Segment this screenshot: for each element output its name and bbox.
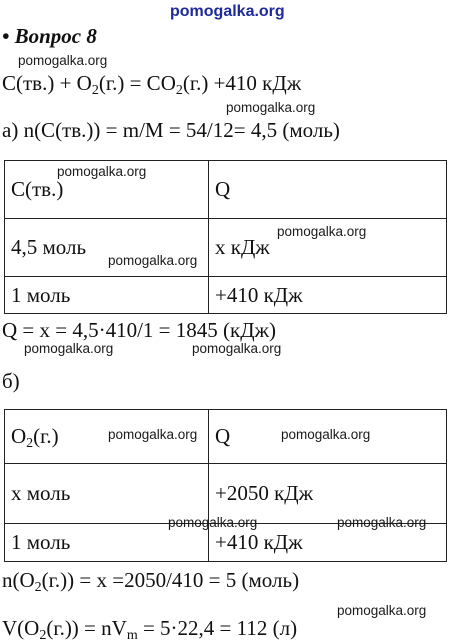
watermark: pomogalka.org xyxy=(168,515,258,530)
table-cell: x кДж xyxy=(209,219,447,277)
part-b-moles-calculation: $n(O_2(г.)) = x =2050/410 = 5$ (моль) xyxy=(2,568,300,595)
table-cell: +410 кДж xyxy=(209,524,447,562)
table-cell: Q xyxy=(209,410,447,464)
table-cell: +2050 кДж xyxy=(209,464,447,524)
watermark: pomogalka.org xyxy=(57,164,147,179)
part-a-result: Q = x = 4,5·410/1 = 1845 (кДж) xyxy=(2,318,277,342)
table-cell: $O_2(г.)$ xyxy=(5,410,209,464)
watermark: pomogalka.org xyxy=(277,224,367,239)
watermark: pomogalka.org xyxy=(108,253,198,268)
table-row xyxy=(5,219,447,277)
watermark: pomogalka.org xyxy=(281,427,371,442)
table-cell: Q xyxy=(209,161,447,219)
part-a-calculation: а) n(C(тв.)) = m/M = 54/12= 4,5 (моль) xyxy=(2,118,340,142)
table-cell: C(тв.) xyxy=(5,161,209,219)
part-b-label: б) xyxy=(2,369,20,393)
watermark: pomogalka.org xyxy=(337,515,427,530)
watermark: pomogalka.org xyxy=(337,603,427,618)
table-header-row xyxy=(5,410,447,464)
watermark: pomogalka.org xyxy=(192,341,282,356)
watermark: pomogalka.org xyxy=(18,53,108,68)
table-cell: x моль xyxy=(5,464,209,524)
part-b-volume-calculation: $V(O_2(г.)) = nV_m = 5\cdot 22,4 = 112$ (л) xyxy=(2,616,298,643)
table-part-b xyxy=(4,409,447,562)
table-cell: +410 кДж xyxy=(209,277,447,314)
table-cell: 1 моль xyxy=(5,524,209,562)
watermark: pomogalka.org xyxy=(24,341,114,356)
table-part-a xyxy=(4,160,447,314)
question-heading: • Вопрос 8 xyxy=(2,24,97,48)
table-row xyxy=(5,277,447,314)
table-cell: 4,5 моль xyxy=(5,219,209,277)
watermark: pomogalka.org xyxy=(226,100,316,115)
watermark: pomogalka.org xyxy=(108,427,198,442)
table-cell: 1 моль xyxy=(5,277,209,314)
reaction-equation: $C(тв.) + O_2(г.) = CO_2(г.) +410$ кДж xyxy=(2,71,302,98)
watermark-top: pomogalka.org xyxy=(170,3,285,20)
